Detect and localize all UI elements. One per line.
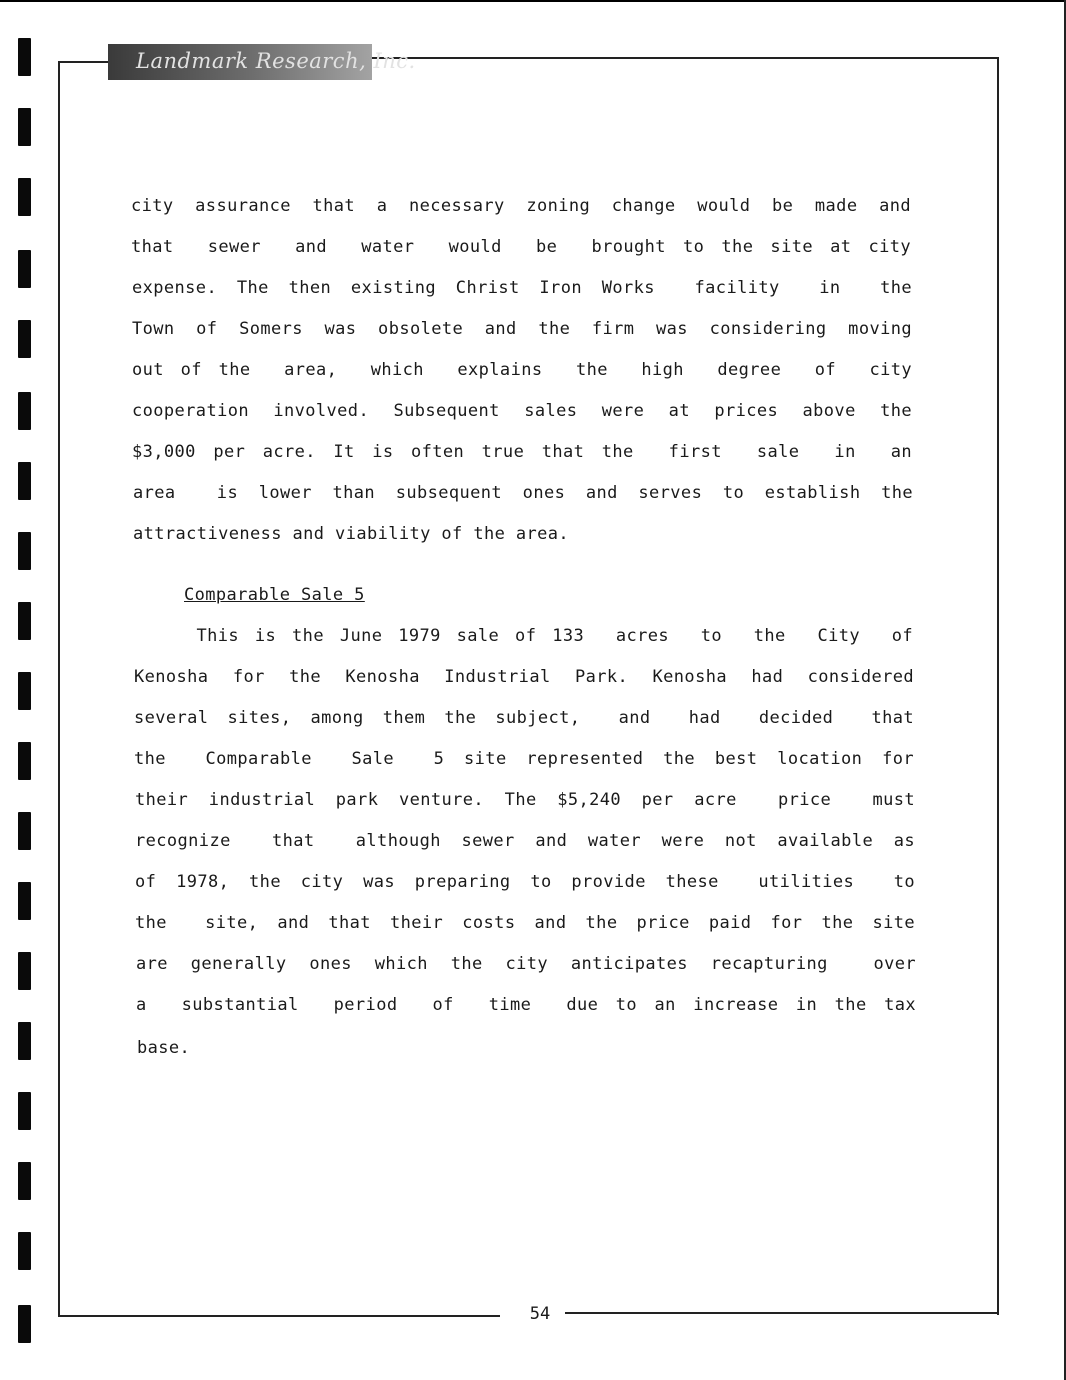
text-line: out of the area, which explains the high degree of city	[132, 360, 912, 380]
binder-hole	[18, 1092, 31, 1130]
binder-hole	[18, 1162, 31, 1200]
text-line: of 1978, the city was preparing to provide these utilities to	[135, 872, 915, 892]
text-line: recognize that although sewer and water were not available as	[135, 831, 915, 851]
frame-bottom-rule	[565, 1312, 999, 1314]
frame-right-rule	[997, 57, 999, 1315]
binder-hole	[18, 812, 31, 850]
section-heading: Comparable Sale 5	[184, 585, 365, 605]
text-line: several sites, among them the subject, and had decided that	[134, 708, 914, 728]
text-line: city assurance that a necessary zoning change would be made and	[131, 196, 911, 216]
text-line: expense. The then existing Christ Iron Works facility in the	[132, 278, 912, 298]
page-number: 54	[529, 1304, 551, 1324]
frame-top-rule	[58, 61, 108, 63]
text-line: base.	[137, 1038, 191, 1058]
binder-hole	[18, 178, 31, 216]
binder-hole	[18, 742, 31, 780]
binder-hole	[18, 882, 31, 920]
binder-hole	[18, 1232, 31, 1270]
page-top-edge	[0, 0, 1066, 2]
binder-hole	[18, 250, 31, 288]
text-line: a substantial period of time due to an increase in the tax	[136, 995, 916, 1015]
text-line: $3,000 per acre. It is often true that the first sale in an	[132, 442, 912, 462]
binder-hole	[18, 320, 31, 358]
binder-hole	[18, 38, 31, 76]
binder-hole	[18, 952, 31, 990]
text-line: the site, and that their costs and the price paid for the site	[135, 913, 915, 933]
text-line: their industrial park venture. The $5,240 per acre price must	[135, 790, 915, 810]
text-line: cooperation involved. Subsequent sales were at prices above the	[132, 401, 912, 421]
text-line: are generally ones which the city anticipates recapturing over	[136, 954, 916, 974]
frame-top-rule	[372, 57, 999, 59]
binder-hole	[18, 108, 31, 146]
text-line: that sewer and water would be brought to the site at city	[131, 237, 911, 257]
text-line: Kenosha for the Kenosha Industrial Park. Kenosha had considered	[134, 667, 914, 687]
binder-hole	[18, 602, 31, 640]
frame-bottom-rule	[58, 1315, 500, 1317]
company-logo-text: Landmark Research, Inc.	[136, 49, 416, 73]
binder-hole	[18, 462, 31, 500]
text-line: This is the June 1979 sale of 133 acres to the City of	[133, 626, 913, 646]
text-line: Town of Somers was obsolete and the firm was considering moving	[132, 319, 912, 339]
company-logo	[108, 44, 416, 80]
binder-hole	[18, 532, 31, 570]
binder-hole	[18, 672, 31, 710]
binder-hole	[18, 1305, 31, 1343]
text-line: area is lower than subsequent ones and serves to establish the	[133, 483, 913, 503]
binder-hole	[18, 1022, 31, 1060]
text-line: the Comparable Sale 5 site represented the best location for	[134, 749, 914, 769]
binder-hole	[18, 392, 31, 430]
text-line: attractiveness and viability of the area.	[133, 524, 570, 544]
frame-left-rule	[58, 61, 60, 1317]
